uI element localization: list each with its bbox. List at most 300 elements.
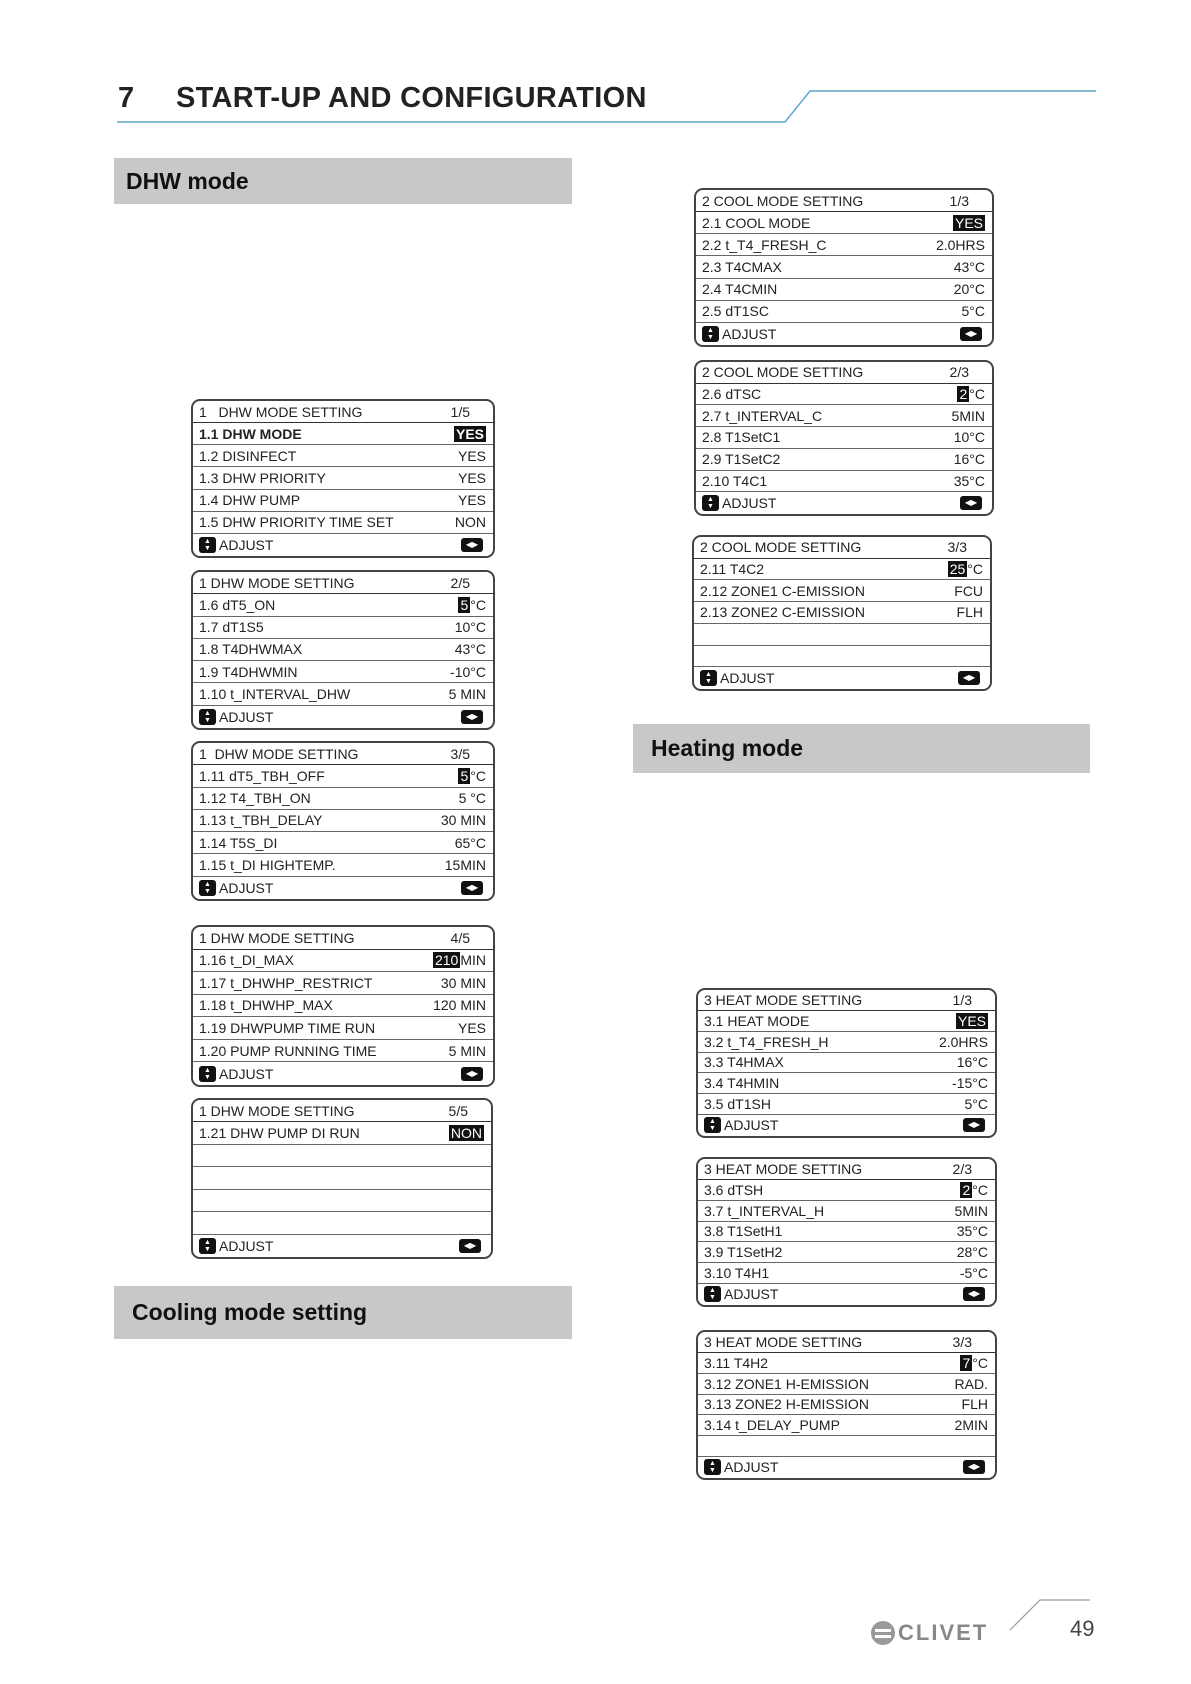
setting-value-text: 16°C [956, 1054, 988, 1071]
setting-value [956, 1013, 988, 1029]
panel-header [193, 401, 493, 423]
setting-label: 1.14 T5S_DI [199, 834, 278, 851]
setting-label: 3.9 T1SetH2 [704, 1244, 783, 1261]
setting-value [458, 492, 486, 508]
panel-header [698, 990, 995, 1011]
setting-value-text: 30 MIN [440, 974, 486, 991]
setting-value [433, 952, 486, 968]
setting-value [955, 1203, 988, 1219]
setting-value [957, 1223, 988, 1239]
setting-row[interactable] [698, 1415, 995, 1436]
setting-row[interactable] [694, 559, 990, 581]
editing-cursor-value: 5 [460, 596, 469, 613]
brand-name: CLIVET [898, 1620, 989, 1645]
panel-page-indicator: 4/5 [450, 929, 470, 946]
setting-row[interactable] [698, 1011, 995, 1032]
setting-row[interactable] [193, 995, 493, 1018]
panel-title: 3 HEAT MODE SETTING [704, 991, 863, 1008]
settings-panel-heat2 [696, 1157, 997, 1307]
setting-label: 1.17 t_DHWHP_RESTRICT [199, 974, 373, 991]
setting-label: 1.9 T4DHWMIN [199, 663, 298, 680]
settings-panel-heat3 [696, 1330, 997, 1480]
setting-row[interactable] [698, 1180, 995, 1201]
setting-value [954, 473, 985, 489]
panel-page-indicator: 3/3 [947, 539, 967, 556]
settings-panel-dhw4 [191, 925, 495, 1087]
setting-value [965, 1096, 989, 1112]
adjust-label: ADJUST [724, 1117, 779, 1134]
setting-value [957, 1244, 988, 1260]
setting-label: 3.8 T1SetH1 [704, 1223, 783, 1240]
setting-value-text: YES [457, 1020, 486, 1037]
setting-label: 1.11 dT5_TBH_OFF [199, 767, 325, 784]
setting-value [953, 215, 985, 231]
setting-value-text: NON [454, 514, 486, 531]
up-down-arrows-icon[interactable]: ▲ ▼ [704, 1286, 721, 1302]
setting-row[interactable] [193, 512, 493, 534]
setting-row[interactable] [698, 1073, 995, 1094]
setting-label: 1.15 t_DI HIGHTEMP. [199, 857, 336, 874]
up-down-arrows-icon[interactable]: ▲ ▼ [199, 1238, 216, 1254]
panel-page-indicator: 3/3 [952, 1333, 972, 1350]
setting-row[interactable] [698, 1374, 995, 1395]
left-right-arrows-icon[interactable]: ◀▶ [960, 327, 982, 341]
setting-row [193, 1190, 491, 1212]
setting-value [458, 470, 486, 486]
panel-page-indicator: 1/3 [952, 991, 972, 1008]
setting-label: 1.13 t_TBH_DELAY [199, 812, 323, 829]
setting-value [960, 1265, 988, 1281]
setting-row[interactable] [193, 683, 493, 705]
setting-row[interactable] [193, 490, 493, 512]
settings-panel-dhw2 [191, 570, 495, 730]
selected-value: YES [954, 214, 983, 231]
chapter-title-text: START-UP AND CONFIGURATION [176, 82, 647, 114]
left-right-arrows-icon[interactable]: ◀▶ [459, 1239, 481, 1253]
panel-title: 1 DHW MODE SETTING [199, 403, 363, 420]
setting-value-text: 5MIN [954, 1202, 988, 1219]
setting-row[interactable] [193, 594, 493, 616]
setting-row[interactable] [193, 810, 493, 832]
settings-panel-heat1 [696, 988, 997, 1138]
setting-value-text: YES [457, 469, 486, 486]
setting-value-text: 5MIN [951, 407, 985, 424]
up-down-arrows-icon[interactable]: ▲ ▼ [700, 670, 717, 686]
setting-value [455, 835, 486, 851]
up-down-arrows-icon[interactable]: ▲ ▼ [199, 709, 216, 725]
selected-value: NON [450, 1125, 482, 1142]
up-down-arrows-icon[interactable]: ▲ ▼ [199, 537, 216, 553]
setting-row[interactable] [696, 212, 992, 234]
up-down-arrows-icon[interactable]: ▲ ▼ [199, 880, 216, 896]
settings-panel-cool1 [694, 188, 994, 347]
setting-value [455, 641, 486, 657]
selected-value: YES [957, 1012, 986, 1029]
setting-value [455, 619, 486, 635]
adjust-hint [199, 709, 273, 725]
setting-unit: °C [470, 596, 486, 613]
setting-value-text: RAD. [954, 1375, 988, 1392]
setting-label: 1.8 T4DHWMAX [199, 641, 303, 658]
setting-value-text: 16°C [953, 451, 985, 468]
setting-value-text: FLH [956, 604, 983, 621]
setting-label: 3.6 dTSH [704, 1181, 764, 1198]
setting-row[interactable] [193, 467, 493, 489]
setting-label: 1.20 PUMP RUNNING TIME [199, 1042, 377, 1059]
adjust-hint [704, 1117, 778, 1133]
chapter-number: 7 [118, 82, 135, 114]
setting-value-text: 5°C [961, 303, 985, 320]
setting-row[interactable] [696, 301, 992, 323]
panel-footer [193, 534, 493, 556]
setting-value [459, 790, 486, 806]
setting-value [450, 664, 486, 680]
setting-value-text: 30 MIN [440, 812, 486, 829]
setting-row[interactable] [696, 384, 992, 406]
setting-row[interactable] [696, 427, 992, 449]
setting-value [936, 237, 985, 253]
left-right-arrows-icon[interactable]: ◀▶ [963, 1287, 985, 1301]
setting-row[interactable] [193, 423, 493, 445]
adjust-hint [199, 880, 273, 896]
setting-label: 1.2 DISINFECT [199, 447, 297, 464]
left-right-arrows-icon[interactable]: ◀▶ [461, 881, 483, 895]
adjust-hint [199, 1066, 273, 1082]
setting-unit: °C [969, 386, 985, 403]
setting-label: 2.9 T1SetC2 [702, 451, 781, 468]
panel-page-indicator: 5/5 [448, 1102, 468, 1119]
panel-page-indicator: 1/3 [949, 192, 969, 209]
panel-title: 1 DHW MODE SETTING [199, 1102, 355, 1119]
adjust-label: ADJUST [219, 708, 274, 725]
setting-label: 3.4 T4HMIN [704, 1075, 780, 1092]
up-down-arrows-icon[interactable]: ▲ ▼ [199, 1066, 216, 1082]
setting-label: 1.19 DHWPUMP TIME RUN [199, 1020, 376, 1037]
adjust-label: ADJUST [219, 1065, 274, 1082]
setting-row[interactable] [193, 972, 493, 995]
setting-label: 2.11 T4C2 [700, 561, 765, 578]
up-down-arrows-icon[interactable]: ▲ ▼ [702, 326, 719, 342]
panel-header [698, 1159, 995, 1180]
panel-header [696, 190, 992, 212]
panel-title: 3 HEAT MODE SETTING [704, 1333, 863, 1350]
setting-value-text: -5°C [959, 1265, 988, 1282]
selected-value: YES [455, 425, 484, 442]
setting-value [962, 1396, 988, 1412]
setting-row[interactable] [698, 1032, 995, 1053]
setting-row[interactable] [698, 1353, 995, 1374]
setting-row[interactable] [193, 788, 493, 810]
settings-panel-dhw3 [191, 741, 495, 901]
adjust-label: ADJUST [722, 325, 777, 342]
adjust-label: ADJUST [724, 1459, 779, 1476]
section-cooling-mode: Cooling mode setting [114, 1286, 572, 1339]
panel-header [193, 1100, 491, 1122]
settings-panel-dhw1 [191, 399, 495, 558]
setting-row[interactable] [193, 445, 493, 467]
setting-value-text: YES [457, 492, 486, 509]
setting-value [455, 514, 486, 530]
panel-title: 2 COOL MODE SETTING [702, 192, 864, 209]
setting-label: 2.12 ZONE1 C-EMISSION [700, 582, 865, 599]
adjust-hint [704, 1459, 778, 1475]
panel-title: 1 DHW MODE SETTING [199, 574, 355, 591]
setting-value [954, 583, 983, 599]
setting-value [441, 975, 486, 991]
settings-panel-cool2 [694, 360, 994, 516]
setting-row[interactable] [698, 1094, 995, 1115]
setting-label: 3.14 t_DELAY_PUMP [704, 1417, 840, 1434]
adjust-label: ADJUST [724, 1286, 779, 1303]
setting-value [449, 1043, 486, 1059]
setting-row [694, 624, 990, 646]
setting-label: 2.10 T4C1 [702, 472, 768, 489]
setting-value [955, 1417, 988, 1433]
left-right-arrows-icon[interactable]: ◀▶ [963, 1460, 985, 1474]
setting-value [449, 1125, 484, 1141]
panel-footer [193, 1062, 493, 1085]
setting-label: 1.4 DHW PUMP [199, 492, 301, 509]
setting-value [960, 1182, 988, 1198]
panel-title: 1 DHW MODE SETTING [199, 929, 355, 946]
setting-label: 3.2 t_T4_FRESH_H [704, 1033, 829, 1050]
left-right-arrows-icon[interactable]: ◀▶ [461, 1067, 483, 1081]
panel-footer [698, 1115, 995, 1136]
setting-value-text: -15°C [952, 1075, 988, 1092]
editing-cursor-value: 25 [949, 561, 966, 578]
setting-label: 1.21 DHW PUMP DI RUN [199, 1125, 360, 1142]
setting-unit: MIN [460, 952, 486, 969]
setting-value-text: 35°C [956, 1223, 988, 1240]
setting-value-text: 15MIN [444, 857, 486, 874]
setting-row[interactable] [193, 1040, 493, 1063]
setting-value-text: 2.0HRS [938, 1033, 988, 1050]
panel-header [193, 927, 493, 950]
panel-footer [193, 1235, 491, 1257]
left-right-arrows-icon[interactable]: ◀▶ [960, 496, 982, 510]
panel-page-indicator: 1/5 [450, 403, 470, 420]
setting-value [952, 408, 985, 424]
setting-row[interactable] [193, 854, 493, 876]
setting-label: 3.7 t_INTERVAL_H [704, 1202, 825, 1219]
panel-header [698, 1332, 995, 1353]
editing-cursor-value: 2 [959, 386, 968, 403]
setting-unit: °C [470, 767, 486, 784]
setting-label: 1.16 t_DI_MAX [199, 952, 294, 969]
panel-footer [698, 1284, 995, 1305]
setting-label: 3.12 ZONE1 H-EMISSION [704, 1375, 869, 1392]
setting-label: 1.7 dT1S5 [199, 619, 264, 636]
setting-value [458, 1020, 486, 1036]
setting-value [441, 812, 486, 828]
setting-row[interactable] [193, 765, 493, 787]
setting-label: 1.10 t_INTERVAL_DHW [199, 686, 351, 703]
settings-panel-dhw5 [191, 1098, 493, 1259]
panel-title: 2 COOL MODE SETTING [700, 539, 862, 556]
setting-value-text: 65°C [454, 834, 486, 851]
setting-value-text: 5 MIN [448, 1042, 486, 1059]
setting-label: 3.11 T4H2 [704, 1354, 769, 1371]
setting-value [449, 686, 486, 702]
setting-value-text: 10°C [953, 429, 985, 446]
setting-value [458, 597, 486, 613]
setting-row [193, 1167, 491, 1189]
setting-value [952, 1075, 988, 1091]
left-right-arrows-icon[interactable]: ◀▶ [461, 710, 483, 724]
left-right-arrows-icon[interactable]: ◀▶ [461, 538, 483, 552]
setting-label: 2.5 dT1SC [702, 303, 769, 320]
panel-page-indicator: 2/3 [949, 364, 969, 381]
setting-value [458, 768, 486, 784]
section-heating-mode: Heating mode [633, 724, 1090, 773]
panel-title: 3 HEAT MODE SETTING [704, 1160, 863, 1177]
clivet-logo-icon [870, 1620, 896, 1646]
setting-row[interactable] [694, 602, 990, 624]
setting-row[interactable] [193, 832, 493, 854]
setting-label: 1.18 t_DHWHP_MAX [199, 997, 333, 1014]
setting-value-text: 10°C [454, 619, 486, 636]
setting-label: 2.4 T4CMIN [702, 281, 778, 298]
adjust-hint [702, 495, 776, 511]
setting-value [954, 281, 985, 297]
setting-value [960, 1355, 988, 1371]
setting-label: 2.3 T4CMAX [702, 258, 782, 275]
panel-footer [696, 492, 992, 514]
setting-label: 1.6 dT5_ON [199, 596, 276, 613]
setting-label: 3.5 dT1SH [704, 1096, 771, 1113]
panel-footer [698, 1457, 995, 1478]
setting-row[interactable] [696, 449, 992, 471]
adjust-hint [199, 1238, 273, 1254]
panel-footer [696, 323, 992, 345]
setting-row [193, 1212, 491, 1234]
setting-value [954, 429, 985, 445]
panel-page-indicator: 2/5 [450, 574, 470, 591]
setting-value [948, 561, 983, 577]
panel-header [193, 572, 493, 594]
setting-value [954, 259, 985, 275]
setting-row[interactable] [698, 1053, 995, 1074]
setting-value-text: -10°C [450, 663, 486, 680]
panel-footer [193, 877, 493, 899]
setting-label: 1.12 T4_TBH_ON [199, 790, 311, 807]
setting-value-text: 20°C [953, 281, 985, 298]
setting-value [454, 426, 486, 442]
left-right-arrows-icon[interactable]: ◀▶ [963, 1118, 985, 1132]
setting-row[interactable] [698, 1201, 995, 1222]
setting-row [694, 646, 990, 668]
setting-value [458, 448, 486, 464]
setting-unit: °C [967, 561, 983, 578]
setting-value [955, 1376, 988, 1392]
setting-row[interactable] [696, 234, 992, 256]
setting-value-text: 5°C [964, 1096, 988, 1113]
setting-row[interactable] [698, 1263, 995, 1284]
setting-row[interactable] [193, 661, 493, 683]
chapter-title [118, 82, 647, 115]
setting-row[interactable] [696, 405, 992, 427]
setting-value [445, 857, 486, 873]
setting-row[interactable] [698, 1222, 995, 1243]
adjust-hint [702, 326, 776, 342]
setting-value [957, 386, 985, 402]
setting-label: 1.5 DHW PRIORITY TIME SET [199, 514, 394, 531]
setting-row[interactable] [696, 279, 992, 301]
setting-value [433, 997, 486, 1013]
adjust-label: ADJUST [219, 536, 274, 553]
setting-row[interactable] [193, 950, 493, 973]
editing-cursor-value: 210 [434, 952, 459, 969]
settings-panel-cool3 [692, 535, 992, 691]
brand-logo [870, 1620, 988, 1646]
panel-title: 2 COOL MODE SETTING [702, 364, 864, 381]
editing-cursor-value: 5 [460, 767, 469, 784]
setting-value-text: 43°C [454, 641, 486, 658]
adjust-hint [704, 1286, 778, 1302]
setting-value [957, 1054, 988, 1070]
setting-value-text: 120 MIN [433, 997, 486, 1014]
page-number: 49 [1070, 1616, 1095, 1641]
editing-cursor-value: 2 [962, 1181, 971, 1198]
setting-value-text: 5 °C [458, 790, 486, 807]
setting-row[interactable] [698, 1395, 995, 1416]
setting-value [962, 303, 986, 319]
setting-value-text: YES [457, 447, 486, 464]
setting-value-text: FLH [961, 1396, 988, 1413]
setting-label: 3.1 HEAT MODE [704, 1012, 810, 1029]
setting-label: 1.3 DHW PRIORITY [199, 469, 326, 486]
left-right-arrows-icon[interactable]: ◀▶ [958, 671, 980, 685]
adjust-hint [199, 537, 273, 553]
setting-row[interactable] [193, 1017, 493, 1040]
setting-value-text: FCU [954, 582, 983, 599]
setting-label: 3.10 T4H1 [704, 1265, 770, 1282]
setting-row[interactable] [698, 1242, 995, 1263]
adjust-label: ADJUST [219, 1237, 274, 1254]
setting-value-text: 2.0HRS [935, 236, 985, 253]
panel-page-indicator: 3/5 [450, 745, 470, 762]
panel-footer [193, 706, 493, 728]
setting-value [939, 1034, 988, 1050]
panel-header [193, 743, 493, 765]
setting-row [193, 1145, 491, 1167]
up-down-arrows-icon[interactable]: ▲ ▼ [704, 1459, 721, 1475]
editing-cursor-value: 7 [962, 1354, 971, 1371]
up-down-arrows-icon[interactable]: ▲ ▼ [704, 1117, 721, 1133]
setting-unit: °C [972, 1181, 988, 1198]
setting-row[interactable] [694, 580, 990, 602]
setting-unit: °C [972, 1354, 988, 1371]
setting-row[interactable] [193, 617, 493, 639]
setting-row[interactable] [696, 471, 992, 493]
setting-row [698, 1436, 995, 1457]
setting-label: 3.13 ZONE2 H-EMISSION [704, 1396, 869, 1413]
adjust-label: ADJUST [722, 495, 777, 512]
adjust-hint [700, 670, 774, 686]
setting-label: 2.7 t_INTERVAL_C [702, 407, 823, 424]
setting-label: 1.1 DHW MODE [199, 425, 302, 442]
panel-header [694, 537, 990, 559]
setting-value-text: 28°C [956, 1244, 988, 1261]
up-down-arrows-icon[interactable]: ▲ ▼ [702, 495, 719, 511]
setting-value-text: 35°C [953, 472, 985, 489]
panel-footer [694, 667, 990, 689]
setting-row[interactable] [193, 1122, 491, 1144]
setting-row[interactable] [193, 639, 493, 661]
setting-label: 2.6 dTSC [702, 386, 762, 403]
setting-row[interactable] [696, 256, 992, 278]
section-dhw-mode: DHW mode [114, 158, 572, 204]
